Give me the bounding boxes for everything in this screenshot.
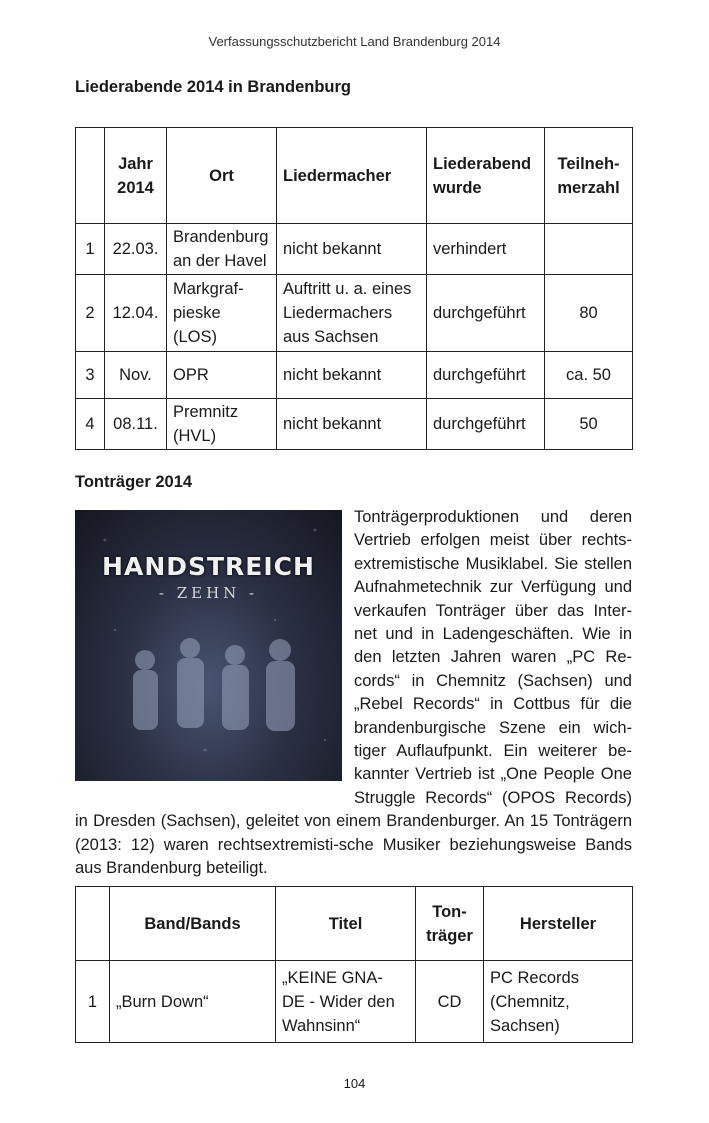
album-cover-band-name: HANDSTREICH: [102, 552, 315, 581]
row-status: durchgeführt: [427, 399, 545, 450]
header-jahr: [105, 128, 167, 224]
row-hersteller-line: PC Records: [490, 968, 579, 987]
tontraeger-table: [75, 886, 633, 1043]
section-heading-tontraeger: Tonträger 2014: [75, 473, 193, 491]
table-row: [76, 961, 633, 1043]
running-header: Verfassungsschutzbericht Land Brandenburg 2014: [208, 34, 501, 49]
header-liederabend-line2: wurde: [433, 178, 482, 197]
row-status: verhindert: [427, 224, 545, 275]
row-teilnehmer: ca. 50: [545, 352, 633, 399]
header-num: [76, 128, 105, 224]
row-hersteller-line: (Chemnitz,: [490, 992, 570, 1011]
row-status: durchgeführt: [427, 275, 545, 352]
header-tontraeger-line2: träger: [426, 926, 473, 945]
row-liedermacher-line: Auftritt u. a. eines: [283, 280, 412, 298]
row-num: 1: [76, 224, 105, 275]
row-titel-line: DE - Wider den: [282, 992, 395, 1011]
row-ort: [167, 224, 277, 275]
row-ort-line: (HVL): [173, 427, 217, 445]
row-liedermacher: [277, 275, 427, 352]
row-titel: [276, 961, 416, 1043]
row-liedermacher: nicht bekannt: [277, 399, 427, 450]
header-tontraeger: [416, 887, 484, 961]
row-ort-line: pieske: [173, 304, 221, 322]
row-liedermacher: nicht bekannt: [277, 352, 427, 399]
row-titel-line: „KEINE GNA-: [282, 968, 383, 987]
row-ort: [167, 399, 277, 450]
header-jahr-line1: Jahr: [118, 154, 153, 173]
table-row: [76, 224, 633, 275]
tontraeger-paragraph: [75, 506, 632, 881]
row-teilnehmer: 50: [545, 399, 633, 450]
row-num: 2: [76, 275, 105, 352]
header-hersteller: Hersteller: [484, 887, 633, 961]
row-ort: [167, 275, 277, 352]
row-num: 4: [76, 399, 105, 450]
row-date: 12.04.: [105, 275, 167, 352]
table-row: [76, 275, 633, 352]
image-spacer: [75, 506, 354, 787]
liederabende-table: [75, 127, 633, 450]
row-num: 1: [76, 961, 110, 1043]
row-ort-line: an der Havel: [173, 252, 267, 270]
section-heading-liederabende: Liederabende 2014 in Brandenburg: [75, 78, 351, 96]
row-teilnehmer: [545, 224, 633, 275]
row-ort-line: Markgraf-: [173, 280, 244, 298]
row-date: 22.03.: [105, 224, 167, 275]
table-row: [76, 352, 633, 399]
header-num: [76, 887, 110, 961]
header-liederabend: [427, 128, 545, 224]
header-titel: Titel: [276, 887, 416, 961]
row-liedermacher-line: Liedermachers: [283, 304, 393, 322]
row-band: „Burn Down“: [110, 961, 276, 1043]
header-ort: Ort: [167, 128, 277, 224]
row-date: Nov.: [105, 352, 167, 399]
table-header-row: [76, 887, 633, 961]
row-liedermacher: nicht bekannt: [277, 224, 427, 275]
header-jahr-line2: 2014: [117, 178, 154, 197]
album-cover-subtitle: - ZEHN -: [158, 584, 259, 602]
table-row: [76, 399, 633, 450]
row-teilnehmer: 80: [545, 275, 633, 352]
header-teilnehmer-line2: merzahl: [557, 178, 620, 197]
header-teilnehmer: [545, 128, 633, 224]
header-liederabend-line1: Liederabend: [433, 154, 532, 173]
header-teilnehmer-line1: Teilneh-: [557, 154, 620, 173]
row-liedermacher-line: aus Sachsen: [283, 328, 379, 346]
row-status: durchgeführt: [427, 352, 545, 399]
table-header-row: [76, 128, 633, 224]
header-tontraeger-line1: Ton-: [432, 902, 467, 921]
row-ort: OPR: [167, 352, 277, 399]
paragraph-text: Tonträgerproduktionen und deren Vertrieb erfolgen meist über rechts-extremistische Musiklabel. Sie stellen Aufnahmetechnik zur Verfügung und verkaufen Tonträger über das Inter-net und in Ladengeschäften. Wie in den letzten Jahren waren „PC Re-cords“ in Chemnitz (Sachsen) und „Rebel Records“ in Cottbus für die brandenburgische Szene ein wich-tiger Auflaufpunkt. Ein weiterer be-kannter Vertrieb ist „One People One Struggle Records“ (OPOS Records) in Dresden (Sachsen), geleitet von einem Brandenburger. An 15 Tonträgern (2013: 12) waren rechtsextremisti-sche Musiker beziehungsweise Bands aus Brandenburg beteiligt.: [75, 508, 632, 878]
row-ort-line: Premnitz: [173, 403, 239, 421]
row-hersteller: [484, 961, 633, 1043]
row-date: 08.11.: [105, 399, 167, 450]
header-liedermacher: Liedermacher: [277, 128, 427, 224]
row-ort-line: Brandenburg: [173, 228, 269, 246]
row-tontraeger: CD: [416, 961, 484, 1043]
row-hersteller-line: Sachsen): [490, 1016, 560, 1035]
row-ort-line: (LOS): [173, 328, 218, 346]
row-num: 3: [76, 352, 105, 399]
header-band: Band/Bands: [110, 887, 276, 961]
page-number: 104: [343, 1076, 366, 1091]
row-titel-line: Wahnsinn“: [282, 1016, 361, 1035]
